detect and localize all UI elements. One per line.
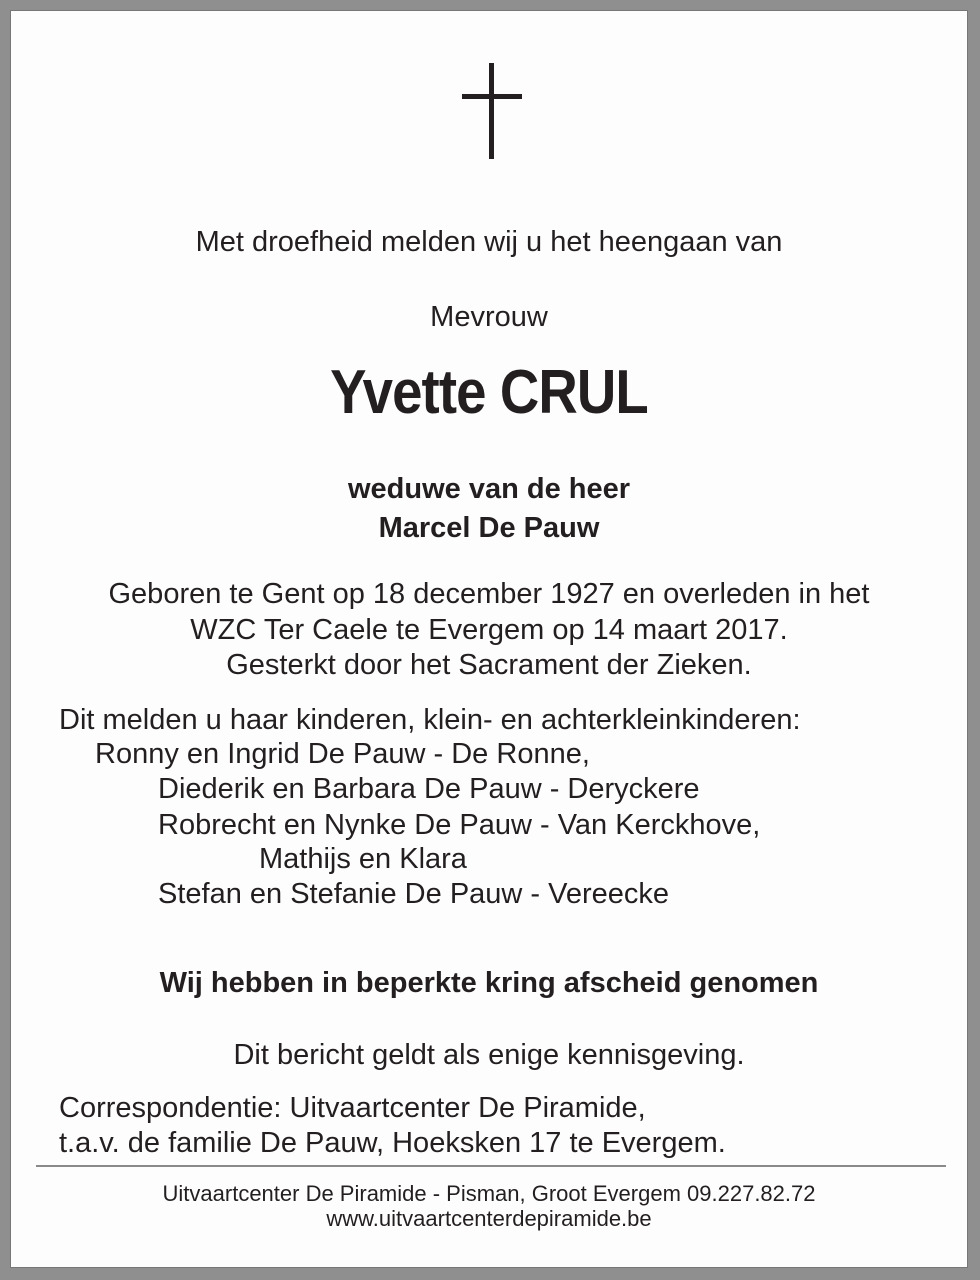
honorific: Mevrouw (430, 301, 548, 333)
family-intro: Dit melden u haar kinderen, klein- en achterkleinkinderen: (59, 704, 801, 736)
family-member: Stefan en Stefanie De Pauw - Vereecke (158, 878, 670, 910)
footer-divider (36, 1165, 946, 1167)
correspondence-line-2: t.a.v. de familie De Pauw, Hoeksken 17 te Evergem. (59, 1127, 726, 1159)
footer-address: Uitvaartcenter De Piramide - Pisman, Groot Evergem 09.227.82.72 (162, 1181, 816, 1206)
cross-icon (462, 63, 522, 159)
obituary-card (10, 10, 968, 1268)
family-member: Mathijs en Klara (259, 843, 467, 875)
farewell-text: Wij hebben in beperkte kring afscheid genomen (159, 967, 819, 999)
life-line-1: Geboren te Gent op 18 december 1927 en overleden in het (108, 578, 870, 610)
deceased-name: Yvette CRUL (330, 358, 648, 427)
widow-line-2: Marcel De Pauw (378, 512, 600, 544)
family-member: Diederik en Barbara De Pauw - Deryckere (158, 773, 700, 805)
correspondence-line-1: Correspondentie: Uitvaartcenter De Piramide, (59, 1092, 646, 1124)
life-line-3: Gesterkt door het Sacrament der Zieken. (226, 649, 752, 681)
footer-website[interactable]: www.uitvaartcenterdepiramide.be (326, 1206, 652, 1231)
family-member: Robrecht en Nynke De Pauw - Van Kerckhove, (158, 809, 761, 841)
widow-line-1: weduwe van de heer (347, 473, 631, 505)
notice-text: Dit bericht geldt als enige kennisgeving. (233, 1039, 745, 1071)
life-line-2: WZC Ter Caele te Evergem op 14 maart 2017. (190, 614, 788, 646)
intro-text: Met droefheid melden wij u het heengaan van (195, 226, 783, 258)
family-member: Ronny en Ingrid De Pauw - De Ronne, (95, 738, 590, 770)
